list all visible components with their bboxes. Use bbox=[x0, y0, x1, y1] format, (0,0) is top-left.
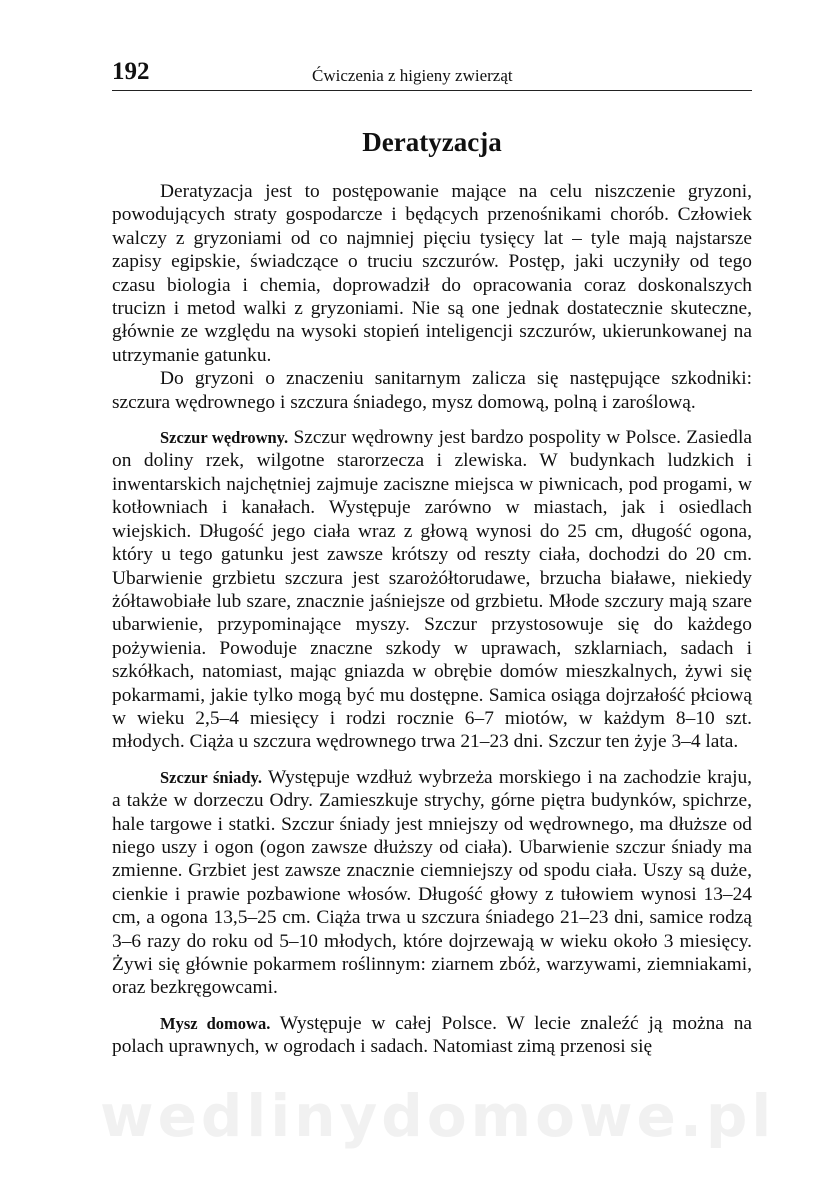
intro-paragraph-1: Deratyzacja jest to postępowanie mające na celu niszczenie gryzoni, powodujących straty gospodarcze i będących przenośnikami chorób. Człowiek walczy z gryzoniami od co najmniej pięciu tysięcy lat – tyle mają najstarsze zapisy egipskie, świadczące o truciu szczurów. Postęp, jaki uczyniły od tego czasu biologia i chemia, doprowadził do opracowania coraz doskonalszych trucizn i metod walki z gryzoniami. Nie są one jednak dostatecznie skuteczne, głównie ze względu na wysoki stopień inteligencji szczurów, ukierunkowanej na utrzymanie gatunku. bbox=[112, 181, 752, 366]
section-title-brown-rat: Szczur wędrowny. bbox=[160, 428, 289, 448]
running-title: Ćwiczenia z higieny zwierząt bbox=[312, 66, 513, 85]
book-page bbox=[112, 56, 752, 1176]
section-text-black-rat: Występuje wzdłuż wybrzeża morskiego i na zachodzie kraju, a także w dorzeczu Odry. Zamieszkuje strychy, górne piętra budynków, spichrze, hale targowe i statki. Szczur śniady jest mniejszy od wędrownego, ma dłuższe od niego uszy i ogon (ogon zawsze dłuższy od ciała). Ubarwienie szczur śniady ma zmienne. Grzbiet jest zawsze znacznie ciemniejszy od spodu ciała. Uszy są duże, cienkie i prawie pozbawione włosów. Długość głowy z tułowiem wynosi 13–24 cm, a ogona 13,5–25 cm. Ciąża trwa u szczura śniadego 21–23 dni, samice rodzą 3–6 razy do roku od 5–10 młodych, które dojrzewają w wieku około 3 miesięcy. Żywi się głównie pokarmem roślinnym: ziarnem zbóż, warzywami, ziemniakami, oraz bezkręgowcami. bbox=[112, 766, 752, 999]
watermark: wedlinydomowe.pl bbox=[100, 1082, 776, 1150]
section-title-black-rat: Szczur śniady. bbox=[160, 767, 263, 787]
running-header bbox=[112, 56, 752, 91]
section-paragraph-black-rat bbox=[112, 766, 752, 1000]
section-title-house-mouse: Mysz domowa. bbox=[160, 1013, 271, 1033]
intro-paragraph-2: Do gryzoni o znaczeniu sanitarnym zalicza się następujące szkodniki: szczura wędrownego i szczura śniadego, mysz domową, polną i zaroślową. bbox=[112, 368, 752, 413]
page-number: 192 bbox=[112, 58, 150, 85]
section-paragraph-brown-rat bbox=[112, 426, 752, 754]
section-paragraph-house-mouse bbox=[112, 1012, 752, 1059]
section-text-house-mouse: Występuje w całej Polsce. W lecie znaleźć ją można na polach uprawnych, w ogrodach i sadach. Natomiast zimą przenosi się bbox=[112, 1012, 753, 1058]
chapter-heading: Deratyzacja bbox=[362, 127, 502, 157]
section-text-brown-rat: Szczur wędrowny jest bardzo pospolity w Polsce. Zasiedla on doliny rzek, wilgotne starorzecza i zlewiska. W budynkach ludzkich i inwentarskich najchętniej zajmuje zaciszne miejsca w piwnicach, pod progami, w kotłowniach i kanałach. Występuje zarówno w miastach, jak i osiedlach wiejskich. Długość jego ciała wraz z głową wynosi do 25 cm, długość ogona, który u tego gatunku jest zawsze krótszy od reszty ciała, dochodzi do 20 cm. Ubarwienie grzbietu szczura jest szarożółtorudawe, brzucha białawe, niekiedy żółtawobiałe lub szare, znacznie jaśniejsze od grzbietu. Młode szczury mają szare ubarwienie, przypominające myszy. Szczur przystosowuje się do każdego pożywienia. Powoduje znaczne szkody w uprawach, szklarniach, sadach i szkółkach, natomiast, mając gniazda w obrębie domów mieszkalnych, żywi się pokarmami, jakie tylko mogą być mu dostępne. Samica osiąga dojrzałość płciową w wieku 2,5–4 miesięcy i rodzi rocznie 6–7 miotów, w każdym 8–10 szt. młodych. Ciąża u szczura wędrownego trwa 21–23 dni. Szczur ten żyje 3–4 lata. bbox=[112, 427, 752, 753]
